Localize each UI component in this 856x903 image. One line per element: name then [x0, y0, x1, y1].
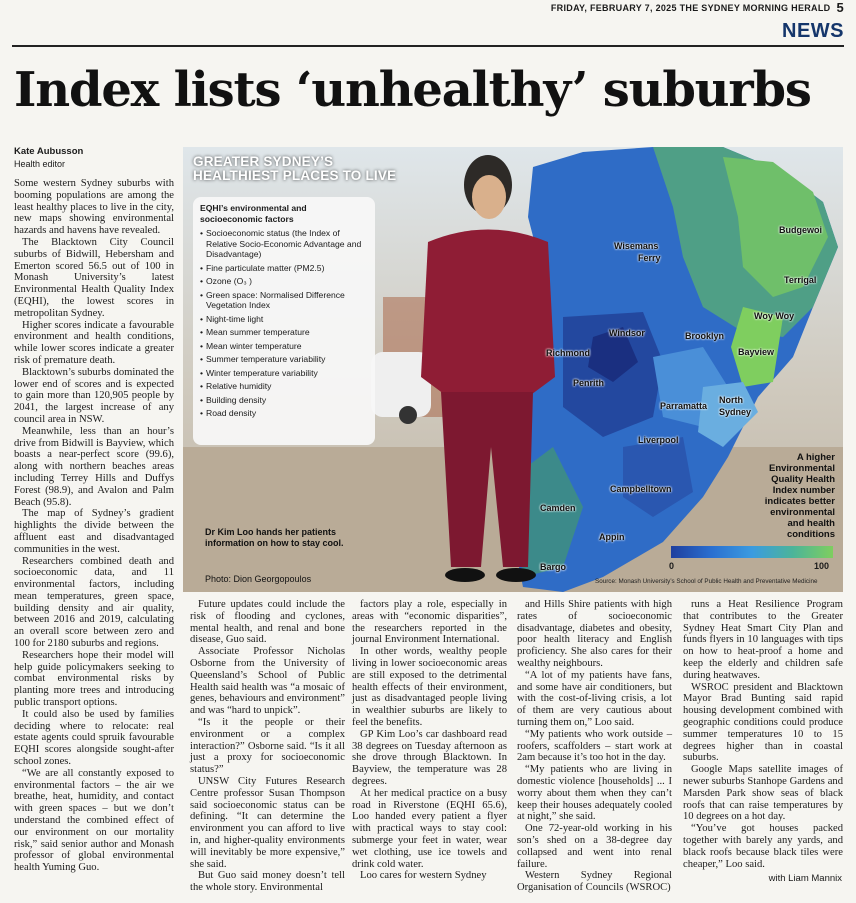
map-label-appin: Appin — [599, 532, 625, 542]
article-paragraph: The map of Sydney’s gradient highlights the divide between the affluent east and disadvantaged communities in the west. — [14, 508, 174, 555]
infographic-title-line-1: GREATER SYDNEY’S — [193, 154, 334, 169]
article-paragraph: Higher scores indicate a favourable environment and health conditions, while lower scores indicate a greater risk of premature death. — [14, 319, 174, 366]
scale-min-label: 0 — [669, 561, 675, 571]
article-paragraph: “My patients who work outside – roofers, scaffolders – start work at 2am because it’s too hot in the day. — [517, 728, 672, 764]
masthead — [12, 0, 844, 16]
factor-item: • Socioeconomic status (the Index of Relative Socio-Economic Advantage and Disadvantage) — [200, 228, 368, 260]
article-paragraph: “Is it the people or their environment or a complex interaction?” Osborne said. “Is it all just a proxy for socioeconomic status?” — [190, 716, 345, 776]
factors-legend-title: EQHI’s environmental and socioeconomic factors — [200, 203, 307, 224]
map-label-bayview: Bayview — [738, 347, 775, 357]
signoff: with Liam Mannix — [768, 873, 842, 884]
byline — [14, 145, 83, 170]
factor-item: • Mean summer temperature — [200, 327, 368, 338]
article-paragraph: and Hills Shire patients with high rates of socioeconomic disadvantage, diabetes and obesity, poor health literacy and English proficiency. She also cares for their wealthy neighbours. — [517, 599, 672, 669]
map-label-budgewoi: Budgewoi — [779, 225, 822, 235]
article-paragraph: Associate Professor Nicholas Osborne from the University of Queensland’s School of Public Health said health was “a mosaic of genes, behaviours and environment” and was “hard to unpick”. — [190, 646, 345, 717]
map-label-north: North — [719, 395, 743, 405]
article-paragraph: At her medical practice on a busy road in Riverstone (EQHI 65.6), Loo handed every patient a flyer with practical ways to stay cool: submerge your feet in water, wear wet clothing, use ice towels and drink cold water. — [352, 787, 507, 870]
article-paragraph: In other words, wealthy people living in lower socioeconomic areas are still exposed to the detrimental health effects of their environment, just as disadvantaged people living in wealthier suburbs are likely to feel the benefits. — [352, 646, 507, 728]
infographic — [183, 147, 843, 592]
factor-item: • Night-time light — [200, 314, 368, 325]
map-label-woywoy: Woy Woy — [754, 311, 795, 321]
map-label-sydney: Sydney — [719, 407, 752, 417]
factor-item: • Ozone (O₃ ) — [200, 276, 368, 287]
photo-credit: Photo: Dion Georgopoulos — [205, 574, 312, 584]
infographic-title — [193, 155, 396, 183]
article-paragraph: Researchers combined death and socioeconomic data, and 11 environmental factors, including mean temperatures, green space, building density and air quality, between 2016 and 2019, calculating an overall score between zero and 100 for 2180 suburbs and regions. — [14, 555, 174, 650]
scale-max-label: 100 — [814, 561, 830, 571]
article-paragraph: Future updates could include the risk of flooding and cyclones, mental health, and renal and bone disease, Guo said. — [190, 599, 345, 646]
factor-item: • Summer temperature variability — [200, 354, 368, 365]
article-paragraph: The Blacktown City Council suburbs of Bidwill, Hebersham and Emerton scored 56.5 out of 100 in Monash University’s latest Environmental Health Quality Index (EQHI), the lowest scores in metropolitan Sydney. — [14, 236, 174, 319]
article-paragraph: Western Sydney Regional Organisation of Councils (WSROC) — [517, 870, 672, 894]
masthead-paper: THE SYDNEY MORNING HERALD — [679, 3, 831, 13]
infographic-title-line-2: HEALTHIEST PLACES TO LIVE — [193, 168, 397, 183]
map-label-richmond: Richmond — [546, 348, 590, 358]
byline-role: Health editor — [14, 159, 66, 169]
index-note: A higher Environmental Quality Health Index number indicates better environmental and health conditions — [764, 452, 835, 540]
article-column-4 — [517, 599, 672, 894]
map-label-terrigal: Terrigal — [784, 275, 817, 285]
colour-scale-bar — [671, 546, 833, 558]
factor-item: • Relative humidity — [200, 381, 368, 392]
map-label-camden: Camden — [540, 503, 576, 513]
article-paragraph: Google Maps satellite images of newer suburbs Stanhope Gardens and Marsden Park show seas of black roofs that can raise temperatures by 10 degrees on a hot day. — [683, 764, 843, 823]
article-paragraph: “You’ve got houses packed together with barely any yards, and black roofs because black tiles were cheaper,” Loo said. — [683, 823, 843, 870]
masthead-date: FRIDAY, FEBRUARY 7, 2025 — [550, 3, 677, 13]
article-paragraph: It could also be used by families deciding where to relocate: real estate agents could spruik favourable EQHI scores alongside sought-after school zones. — [14, 708, 174, 768]
byline-author: Kate Aubusson — [14, 146, 84, 157]
map-label-brooklyn: Brooklyn — [685, 331, 725, 341]
article-column-1 — [14, 178, 174, 874]
article-paragraph: UNSW City Futures Research Centre professor Susan Thompson said socioeconomic status can be defining. “It can determine the environment you can afford to live in, and higher-quality environments will inevitably be more expensive,” she said. — [190, 775, 345, 870]
article-column-5 — [683, 599, 843, 870]
article-paragraph: GP Kim Loo’s car dashboard read 38 degrees on Tuesday afternoon as she drove through Blacktown. In Bayview, the temperature was 28 degrees. — [352, 728, 507, 787]
article-paragraph: Researchers hope their model will help guide policymakers seeking to combat environmental risks by planting more trees and introducing public transport options. — [14, 649, 174, 709]
source-note: Source: Monash University’s School of Public Health and Preventative Medicine — [595, 578, 818, 585]
factors-legend — [193, 197, 375, 445]
header-rule — [12, 45, 844, 47]
article-paragraph: factors play a role, especially in areas with “economic disparities”, the researchers reported in the journal Environment International. — [352, 599, 507, 646]
article-paragraph: Loo cares for western Sydney — [360, 870, 487, 882]
map-label-liverpool: Liverpool — [638, 435, 679, 445]
article-paragraph: One 72-year-old working in his son’s shed on a 38-degree day collapsed and went into renal failure. — [517, 823, 672, 870]
article-paragraph: Some western Sydney suburbs with booming populations are among the least healthy places to live in the city, new maps showing environmental hazards and havens have revealed. — [14, 178, 174, 237]
map-label-parramatta: Parramatta — [660, 401, 708, 411]
factor-item: • Road density — [200, 408, 368, 419]
page-number: 5 — [836, 0, 844, 15]
article-column-3 — [352, 599, 507, 882]
article-column-2 — [190, 599, 345, 894]
article-paragraph: “A lot of my patients have fans, and some have air conditioners, but with the cost-of-living crisis, a lot of them are very cautious about turning them on,” Loo said. — [517, 669, 672, 728]
map-label-campbelltown: Campbelltown — [610, 484, 672, 494]
section-label: NEWS — [782, 20, 844, 42]
factor-item: • Winter temperature variability — [200, 368, 368, 379]
factor-item: • Green space: Normalised Difference Vegetation Index — [200, 290, 368, 311]
map-label-penrith: Penrith — [573, 378, 605, 388]
article-paragraph: runs a Heat Resilience Program that contributes to the Greater Sydney Heat Smart City Plan and funds flyers in 10 languages with tips on how to heat-proof a home and keep the elderly and children safe during heatwaves. — [683, 599, 843, 681]
article-paragraph: “My patients who are living in domestic violence [households] ... I worry about them when they can’t keep their houses adequately cooled at night,” she said. — [517, 764, 672, 823]
photo-caption: Dr Kim Loo hands her patients information on how to stay cool. — [205, 527, 344, 548]
factor-item: • Fine particulate matter (PM2.5) — [200, 263, 368, 274]
map-label-bargo: Bargo — [540, 562, 567, 572]
factor-item: • Building density — [200, 395, 368, 406]
map-label-ferry: Ferry — [638, 253, 661, 263]
map-label-wisemans: Wisemans — [614, 241, 659, 251]
article-paragraph: Meanwhile, less than an hour’s drive from Bidwill is Bayview, which boasts a near-perfect score (99.6), along with northern beaches areas including Terrey Hills and Duffys Forest (98.9), and Avalon and Palm Beach (95.8). — [14, 425, 174, 508]
article-paragraph: Blacktown’s suburbs dominated the lower end of scores and is expected to gain more than 120,905 people by 2041, the largest increase of any council area in NSW. — [14, 366, 174, 425]
factor-item: • Mean winter temperature — [200, 341, 368, 352]
article-paragraph: WSROC president and Blacktown Mayor Brad Bunting said rapid housing development combined with geographic conditions could produce summer temperatures 10 to 15 degrees higher than in coastal suburbs. — [683, 681, 843, 764]
headline: Index lists ‘unhealthy’ suburbs — [14, 62, 811, 118]
article-paragraph: “We are all constantly exposed to environmental factors – the air we breathe, heat, humidity, and contact with green spaces – but we don’t understand the combined effect of our environment on our mortality risk,” said senior author and Monash professor of global environmental health Yuming Guo. — [14, 767, 174, 874]
factors-list — [200, 228, 368, 419]
article-paragraph: But Guo said money doesn’t tell the whole story. Environmental — [190, 870, 345, 894]
map-label-windsor: Windsor — [609, 328, 645, 338]
